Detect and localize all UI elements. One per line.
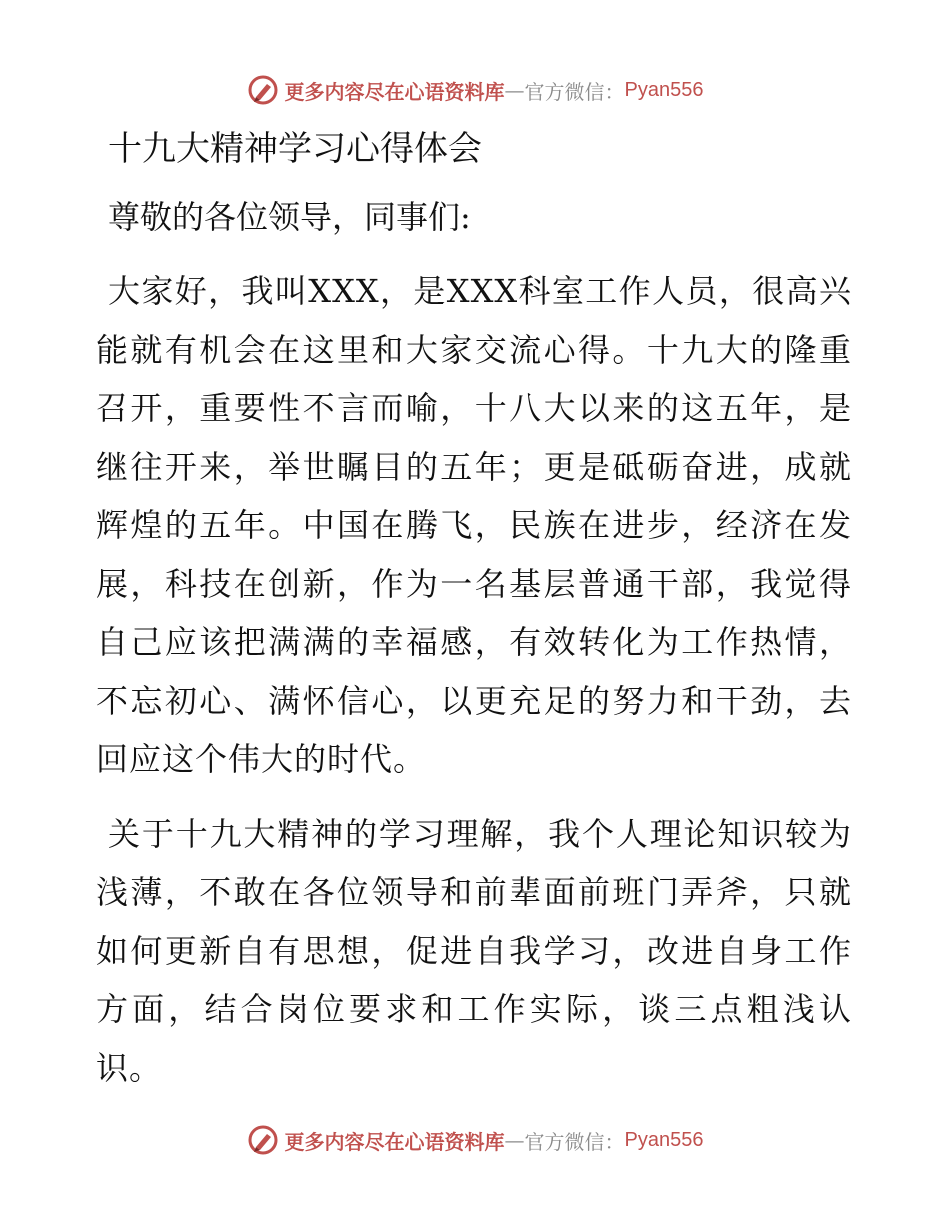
pen-logo-icon xyxy=(247,1124,279,1156)
watermark-main-text: 更多内容尽在心语资料库 xyxy=(284,1129,505,1154)
document-title: 十九大精神学习心得体会 xyxy=(108,129,482,169)
watermark-sub-text: 官方微信： xyxy=(524,1129,625,1154)
watermark-footer xyxy=(0,1120,950,1160)
paragraph-1: 大家好，我叫XXX，是XXX科室工作人员，很高兴能就有机会在这里和大家交流心得。十九大的隆重召开，重要性不言而喻，十八大以来的这五年，是继往开来，举世瞩目的五年；更是砥砺奋进，成就辉煌的五年。中国在腾飞，民族在进步，经济在发展，科技在创新，作为一名基层普通干部，我觉得自己应该把满满的幸福感，有效转化为工作热情，不忘初心、满怀信心，以更充足的努力和干劲，去回应这个伟大的时代。 xyxy=(96,272,852,778)
watermark-dash: — xyxy=(504,1128,525,1152)
salutation: 尊敬的各位领导，同事们: xyxy=(108,198,471,236)
watermark-wechat-id: Pyan556 xyxy=(624,1128,704,1151)
pen-logo-icon xyxy=(247,74,279,106)
watermark-header xyxy=(0,70,950,110)
document-body xyxy=(96,120,852,1097)
watermark-dash: — xyxy=(504,78,525,102)
watermark-sub-text: 官方微信： xyxy=(524,79,625,104)
watermark-main-text: 更多内容尽在心语资料库 xyxy=(284,79,505,104)
paragraph-2: 关于十九大精神的学习理解，我个人理论知识较为浅薄，不敢在各位领导和前辈面前班门弄斧，只就如何更新自有思想，促进自我学习，改进自身工作方面，结合岗位要求和工作实际，谈三点粗浅认识。 xyxy=(96,814,852,1087)
watermark-wechat-id: Pyan556 xyxy=(624,78,704,101)
